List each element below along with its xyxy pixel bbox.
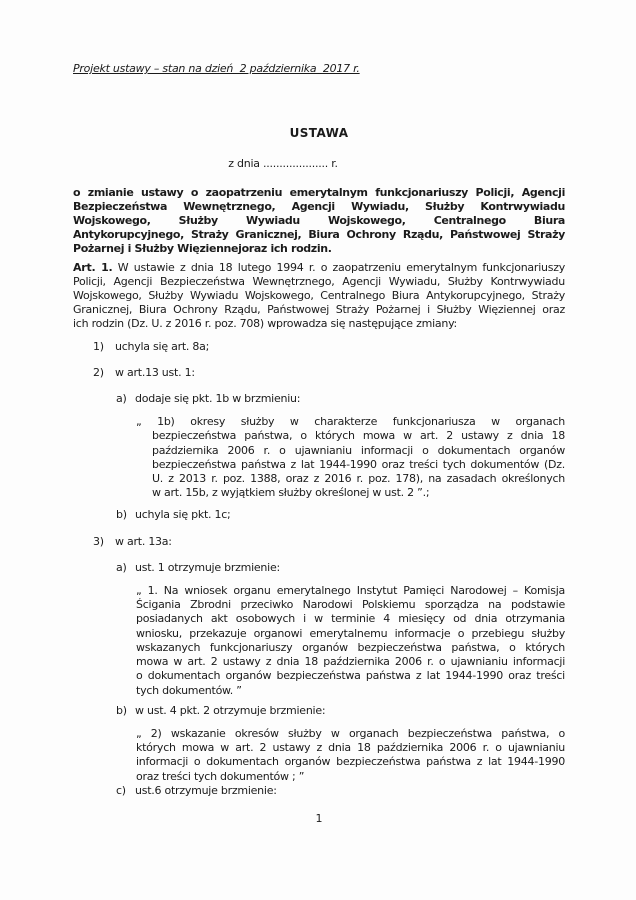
text-line: mowa w art. 2 ustawy z dnia 18 października 2006 r. o ujawnianiu informacji	[136, 655, 565, 669]
quote-block-art13a-4-2	[136, 727, 565, 784]
text-line: Pożarnej i Służby Więziennejoraz ich rodzin.	[73, 242, 332, 256]
text-line: tych dokumentów. ”	[136, 683, 242, 697]
text-line	[73, 261, 565, 275]
list-marker: 1)	[93, 339, 104, 353]
text-line: wskazanych funkcjonariuszy organów bezpieczeństwa państwa, o których	[136, 640, 565, 654]
text-line: bezpieczeństwa państwa, o których mowa w art. 2 ustawy z dnia 18	[152, 429, 565, 443]
text-line: ich rodzin (Dz. U. z 2016 r. poz. 708) wprowadza się następujące zmiany:	[73, 317, 457, 331]
document-title: USTAWA	[289, 126, 349, 141]
article-1-paragraph	[73, 261, 565, 332]
list-marker: 3)	[93, 534, 104, 548]
text-line: wniosku, przekazuje organowi emerytalnemu informacje o przebiegu służby	[136, 626, 565, 640]
text-line: o zmianie ustawy o zaopatrzeniu emerytalnym funkcjonariuszy Policji, Agencji	[73, 185, 565, 199]
list-item-text: uchyla się art. 8a;	[115, 339, 210, 353]
list-item-text: w art.13 ust. 1:	[115, 365, 195, 379]
list-item-3c	[116, 784, 565, 798]
list-marker: b)	[116, 703, 127, 717]
text-line: „ 1b) okresy służby w charakterze funkcjonariusza w organach	[136, 415, 565, 429]
text-line: Wojskowego, Służby Wywiadu Wojskowego, Centralnego Biura Antykorupcyjnego, Straży	[73, 289, 565, 303]
text-line: Policji, Agencji Bezpieczeństwa Wewnętrznego, Agencji Wywiadu, Służby Kontrwywiadu	[73, 274, 565, 288]
list-marker: c)	[116, 783, 126, 797]
article-1-first-line: W ustawie z dnia 18 lutego 1994 r. o zaopatrzeniu emerytalnym funkcjonariuszy	[112, 260, 565, 274]
list-item-text: ust.6 otrzymuje brzmienie:	[135, 783, 277, 797]
list-item-text: w art. 13a:	[115, 534, 172, 548]
text-line: października 2006 r. o ujawnianiu informacji o dokumentach organów	[152, 443, 565, 457]
list-marker: b)	[116, 508, 127, 522]
list-item-2a	[116, 392, 565, 406]
list-item-text: dodaje się pkt. 1b w brzmieniu:	[135, 392, 301, 406]
list-item-text: w ust. 4 pkt. 2 otrzymuje brzmienie:	[135, 703, 326, 717]
article-1-label: Art. 1.	[73, 260, 113, 274]
list-item-1	[93, 340, 565, 354]
text-line: Granicznej, Biura Ochrony Rządu, Państwowej Straży Pożarnej i Służby Więziennej oraz	[73, 303, 565, 317]
list-marker: 2)	[93, 365, 104, 379]
text-line: Antykorupcyjnego, Straży Granicznej, Biura Ochrony Rządu, Państwowej Straży	[73, 228, 565, 242]
text-line: Wojskowego, Służby Wywiadu Wojskowego, Centralnego Biura	[73, 214, 565, 228]
text-line: których mowa w art. 2 ustawy z dnia 18 października 2006 r. o ujawnianiu	[136, 741, 565, 755]
text-line: w art. 15b, z wyjątkiem służby określonej w ust. 2 ”.;	[152, 486, 430, 500]
list-item-2	[93, 366, 565, 380]
intro-paragraph	[73, 186, 565, 257]
text-line: posiadanych akt osobowych i w terminie 4 miesięcy od dnia otrzymania	[136, 612, 565, 626]
list-marker: a)	[116, 392, 127, 406]
header-note: Projekt ustawy – stan na dzień 2 października 2017 r.	[73, 62, 360, 75]
quote-block-art13-1b	[136, 415, 565, 500]
date-line: z dnia .................... r.	[228, 157, 338, 171]
text-line: o dokumentach organów bezpieczeństwa państwa z lat 1944-1990 oraz treści	[136, 669, 565, 683]
text-line: „ 2) wskazanie okresów służby w organach bezpieczeństwa państwa, o	[136, 726, 565, 740]
text-line: informacji o dokumentach organów bezpieczeństwa państwa z lat 1944-1990	[136, 755, 565, 769]
page-number: 1	[315, 811, 323, 825]
list-item-3b	[116, 704, 565, 718]
list-item-2b	[116, 508, 565, 522]
text-line: bezpieczeństwa państwa z lat 1944-1990 oraz treści tych dokumentów (Dz.	[152, 457, 565, 471]
text-line: oraz treści tych dokumentów ; ”	[136, 769, 305, 783]
quote-block-art13a-1	[136, 584, 565, 698]
text-line: Bezpieczeństwa Wewnętrznego, Agencji Wywiadu, Służby Kontrwywiadu	[73, 199, 565, 213]
text-line: „ 1. Na wniosek organu emerytalnego Instytut Pamięci Narodowej – Komisja	[136, 584, 565, 598]
list-item-text: uchyla się pkt. 1c;	[135, 508, 231, 522]
list-item-3	[93, 535, 565, 549]
text-line: Ścigania Zbrodni przeciwko Narodowi Polskiemu sporządza na podstawie	[136, 598, 565, 612]
list-item-text: ust. 1 otrzymuje brzmienie:	[135, 560, 280, 574]
list-marker: a)	[116, 560, 127, 574]
list-item-3a	[116, 561, 565, 575]
text-line: U. z 2013 r. poz. 1388, oraz z 2016 r. poz. 178), na zasadach określonych	[152, 472, 565, 486]
